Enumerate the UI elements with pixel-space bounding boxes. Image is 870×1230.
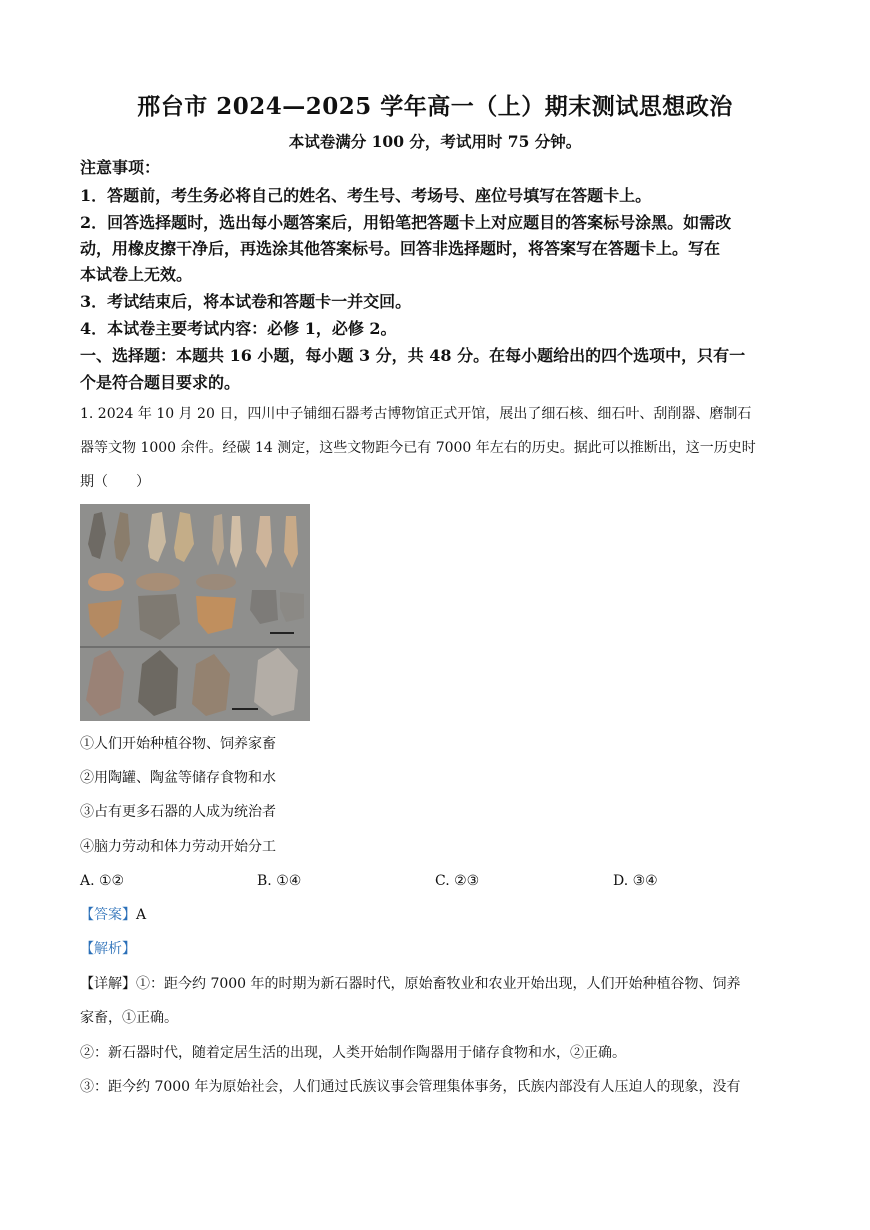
section-heading-line-2: 个是符合题目要求的。 — [80, 373, 241, 392]
answer-line — [80, 904, 795, 926]
option-a: A. ①② — [80, 873, 125, 889]
question-1-stem-line-2: 器等文物 1000 余件。经碳 14 测定，这些文物距今已有 7000 年左右的历史。据此可以推断出，这一历史时 — [80, 440, 756, 456]
statement-2: ②用陶罐、陶盆等储存食物和水 — [80, 770, 276, 786]
notes-item-2-line-1: 2．回答选择题时，选出每小题答案后，用铅笔把答题卡上对应题目的答案标号涂黑。如需改 — [80, 213, 732, 232]
stone-artifacts-photo — [80, 504, 310, 721]
option-b: B. ①④ — [257, 873, 302, 889]
option-d: D. ③④ — [613, 873, 658, 889]
answer-value: A — [136, 907, 147, 923]
detail-line-1: 【详解】①：距今约 7000 年的时期为新石器时代，原始畜牧业和农业开始出现，人们开始种植谷物、饲养 — [80, 976, 741, 992]
exam-subtitle: 本试卷满分 100 分，考试用时 75 分钟。 — [288, 132, 582, 151]
exam-title: 邢台市 2024—2025 学年高一（上）期末测试思想政治 — [137, 93, 733, 120]
option-c: C. ②③ — [435, 873, 480, 889]
statement-4: ④脑力劳动和体力劳动开始分工 — [80, 839, 276, 855]
detail-line-4: ③：距今约 7000 年为原始社会，人们通过氏族议事会管理集体事务，氏族内部没有人压迫人的现象，没有 — [80, 1079, 741, 1095]
notes-item-4: 4．本试卷主要考试内容：必修 1，必修 2。 — [80, 319, 397, 338]
notes-item-3: 3．考试结束后，将本试卷和答题卡一并交回。 — [80, 292, 412, 311]
statement-3: ③占有更多石器的人成为统治者 — [80, 804, 276, 820]
question-1-stem-line-1: 1. 2024 年 10 月 20 日，四川中子铺细石器考古博物馆正式开馆，展出了细石核、细石叶、刮削器、磨制石 — [80, 406, 752, 422]
answer-label: 【答案】 — [80, 907, 136, 923]
notes-item-1: 1．答题前，考生务必将自己的姓名、考生号、考场号、座位号填写在答题卡上。 — [80, 186, 652, 205]
notes-item-2-line-2: 动，用橡皮擦干净后，再选涂其他答案标号。回答非选择题时，将答案写在答题卡上。写在 — [80, 239, 721, 258]
section-heading-line-1: 一、选择题：本题共 16 小题，每小题 3 分，共 48 分。在每小题给出的四个选项中，只有一 — [80, 346, 746, 365]
statement-1: ①人们开始种植谷物、饲养家畜 — [80, 736, 276, 752]
detail-line-2: 家畜，①正确。 — [80, 1010, 178, 1026]
detail-line-3: ②：新石器时代，随着定居生活的出现，人类开始制作陶器用于储存食物和水，②正确。 — [80, 1045, 626, 1061]
notes-heading: 注意事项： — [80, 158, 161, 177]
notes-item-2-line-3: 本试卷上无效。 — [80, 265, 193, 284]
question-1-stem-line-3: 期（ ） — [80, 474, 150, 490]
stone-artifacts-illustration — [80, 504, 310, 721]
analysis-label: 【解析】 — [80, 941, 136, 957]
